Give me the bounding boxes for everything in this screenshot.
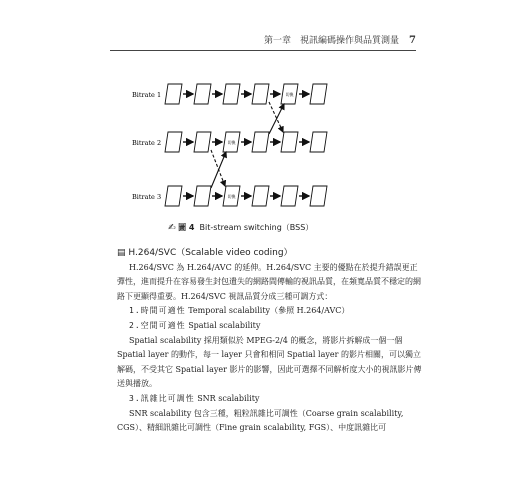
video-frame (223, 84, 240, 104)
video-frame (281, 132, 298, 152)
body-text (117, 246, 423, 436)
bitstream-switching-diagram (0, 0, 520, 240)
intro-paragraph: H.264/SVC 為 H.264/AVC 的延伸。H.264/SVC 主要的優點在於提升錯誤更正彈性，進而提升在容易發生封包遺失的網路間傳輸的視訊品質，在頻寬品質不穩定的網路下更顯得重要。H.264/SVC 視訊品質分成三種可調方式： (117, 262, 421, 301)
row-label: Bitrate 2 (132, 139, 162, 147)
video-frame (252, 132, 269, 152)
video-frame (194, 84, 211, 104)
item-heading: 1.時間可適性 Temporal scalability（參照 H.264/AVC） (129, 306, 350, 316)
video-frame (252, 84, 269, 104)
video-frame (165, 84, 182, 104)
item-paragraph: SNR scalability 包含三種，粗粒訊雜比可調性（Coarse grain scalability, CGS）、精細訊雜比可調性（Fine grain scalability, FGS）、中度訊雜比可 (117, 408, 404, 433)
item-heading: 2.空間可適性 Spatial scalability (129, 320, 261, 330)
item-paragraph: Spatial scalability 採用類似於 MPEG-2/4 的概念，將影片拆解成一個一個 Spatial layer 的動作，每一 layer 只會和相同 Spatial layer 的影片相關，可以獨立解碼，不受其它 Spatial layer 影片的影響，因此可選擇不同解析度大小的視訊影片傳送與播放。 (117, 335, 422, 389)
switch-arrow (269, 102, 283, 132)
row-label: Bitrate 1 (132, 91, 162, 99)
switch-frame-label: 切換 (227, 194, 236, 199)
figure-caption (168, 222, 313, 233)
item-heading: 3.訊雜比可調性 SNR scalability (129, 393, 260, 403)
row-label: Bitrate 3 (132, 193, 162, 201)
video-frame (310, 132, 327, 152)
video-frame (165, 186, 182, 206)
figure-number: 圖 4 (178, 223, 195, 232)
video-frame (310, 84, 327, 104)
switch-frame-label: 切換 (227, 140, 236, 145)
video-frame (194, 186, 211, 206)
video-frame (252, 186, 269, 206)
video-frame (194, 132, 211, 152)
figure-caption-text: Bit-stream switching（BSS） (199, 223, 314, 232)
pen-icon: ✍ (168, 223, 176, 233)
switch-frame-label: 切換 (285, 92, 294, 97)
section-marker-icon: ▤ (117, 248, 126, 258)
chapter-title: 第一章 視訊編碼操作與品質測量 (264, 36, 400, 46)
page-number: 7 (409, 35, 416, 46)
video-frame (310, 186, 327, 206)
section-title: H.264/SVC（Scalable video coding） (128, 248, 293, 258)
switch-arrow (211, 150, 225, 186)
video-frame (281, 186, 298, 206)
section-heading (117, 246, 423, 261)
video-frame (165, 132, 182, 152)
